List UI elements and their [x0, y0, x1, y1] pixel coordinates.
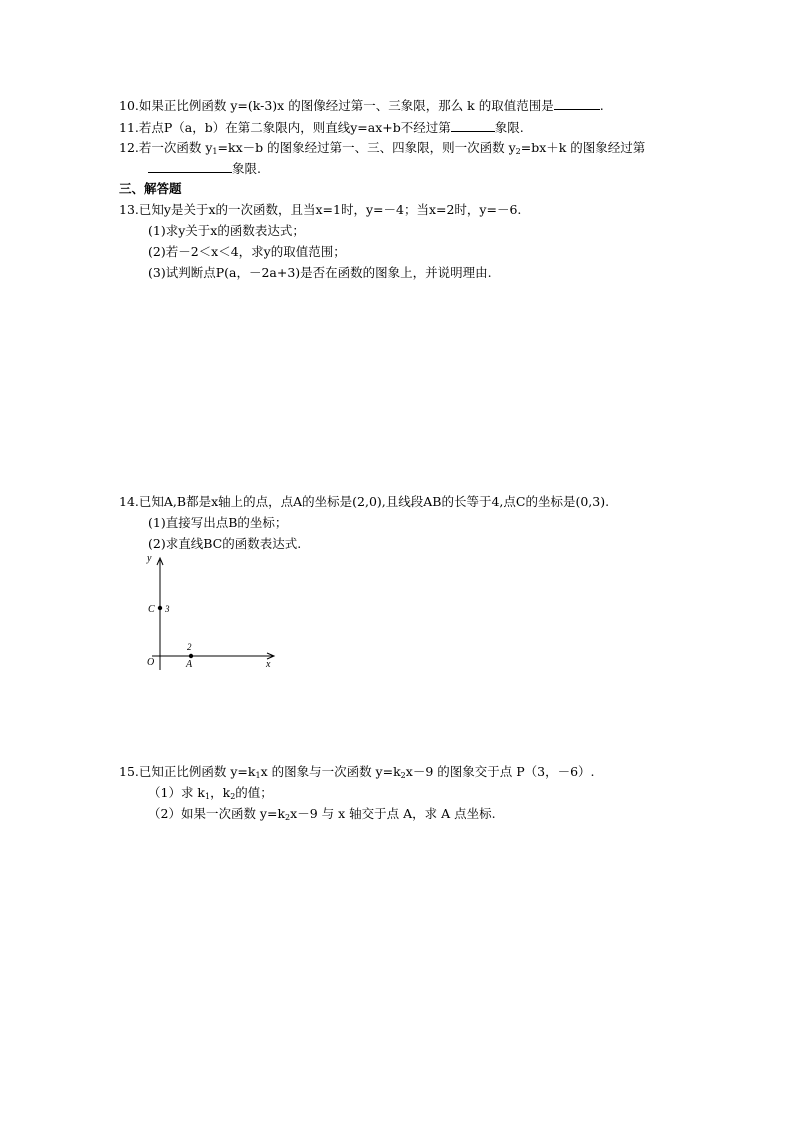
coordinate-figure [140, 548, 285, 673]
question-10 [119, 97, 604, 114]
question-15-part2-text: x－9 与 x 轴交于点 A，求 A 点坐标. [290, 806, 496, 821]
subscript: 1 [212, 147, 218, 156]
point-a-label: A [186, 659, 193, 670]
question-11-text: 11.若点P（a，b）在第二象限内，则直线y=ax+b不经过第 [119, 120, 451, 135]
question-12 [119, 140, 645, 160]
question-12-line2 [148, 160, 261, 177]
question-10-text: 10.如果正比例函数 y=(k-3)x 的图像经过第一、三象限，那么 k 的取值范围是 [119, 98, 554, 113]
answer-blank[interactable] [554, 97, 600, 110]
question-10-end: . [599, 98, 604, 113]
subscript: 2 [400, 771, 406, 780]
question-14-stem: 14.已知A,B都是x轴上的点，点A的坐标是(2,0),且线段AB的长等于4,点C的坐标是(0,3). [119, 494, 610, 509]
question-12-text-part2: =kx－b 的图象经过第一、三、四象限，则一次函数 y [217, 140, 516, 155]
subscript: 2 [515, 147, 521, 156]
y-axis-label: y [147, 553, 152, 564]
question-14-part2: (2)求直线BC的函数表达式. [148, 536, 302, 551]
question-12-text-part3: =bx＋k 的图象经过第 [520, 140, 646, 155]
subscript: 2 [230, 792, 236, 801]
subscript: 1 [255, 771, 261, 780]
point-c-value: 3 [165, 604, 170, 614]
question-11-after: 象限. [494, 120, 524, 135]
question-15-part1-text: 的值； [235, 785, 273, 800]
question-15-text-part3: x－9 的图象交于点 P（3，－6）. [405, 764, 595, 779]
question-14-part1: (1)直接写出点B的坐标； [148, 515, 288, 530]
question-13-stem: 13.已知y是关于x的一次函数，且当x=1时，y=－4；当x=2时，y=－6. [119, 202, 522, 217]
subscript: 2 [285, 813, 291, 822]
question-13-part3: (3)试判断点P(a，－2a+3)是否在函数的图象上，并说明理由. [148, 265, 492, 280]
question-12-text-part1: 12.若一次函数 y [119, 140, 213, 155]
question-15-part2-text: （2）如果一次函数 y=k [148, 806, 286, 821]
point-c-label: C [148, 604, 155, 615]
answer-blank[interactable] [148, 160, 232, 173]
question-15-part1 [148, 785, 273, 805]
question-15-text-part2: x 的图象与一次函数 y=k [260, 764, 401, 779]
point-a-value: 2 [187, 642, 192, 652]
x-axis-label: x [266, 659, 271, 670]
question-11 [119, 119, 524, 136]
question-15-stem [119, 764, 595, 784]
question-13-part2: (2)若－2＜x＜4，求y的取值范围； [148, 244, 346, 259]
question-15-part1-text: （1）求 k [148, 785, 206, 800]
answer-blank[interactable] [451, 119, 495, 132]
question-15-part1-text: ，k [210, 785, 231, 800]
point-c [158, 606, 162, 610]
subscript: 1 [205, 792, 211, 801]
question-12-after: 象限. [232, 161, 261, 176]
section-heading: 三、解答题 [119, 181, 182, 196]
point-a [189, 654, 193, 658]
question-15-part2 [148, 806, 496, 826]
question-13-part1: (1)求y关于x的函数表达式； [148, 223, 305, 238]
origin-label: O [147, 657, 155, 668]
question-15-text-part1: 15.已知正比例函数 y=k [119, 764, 256, 779]
